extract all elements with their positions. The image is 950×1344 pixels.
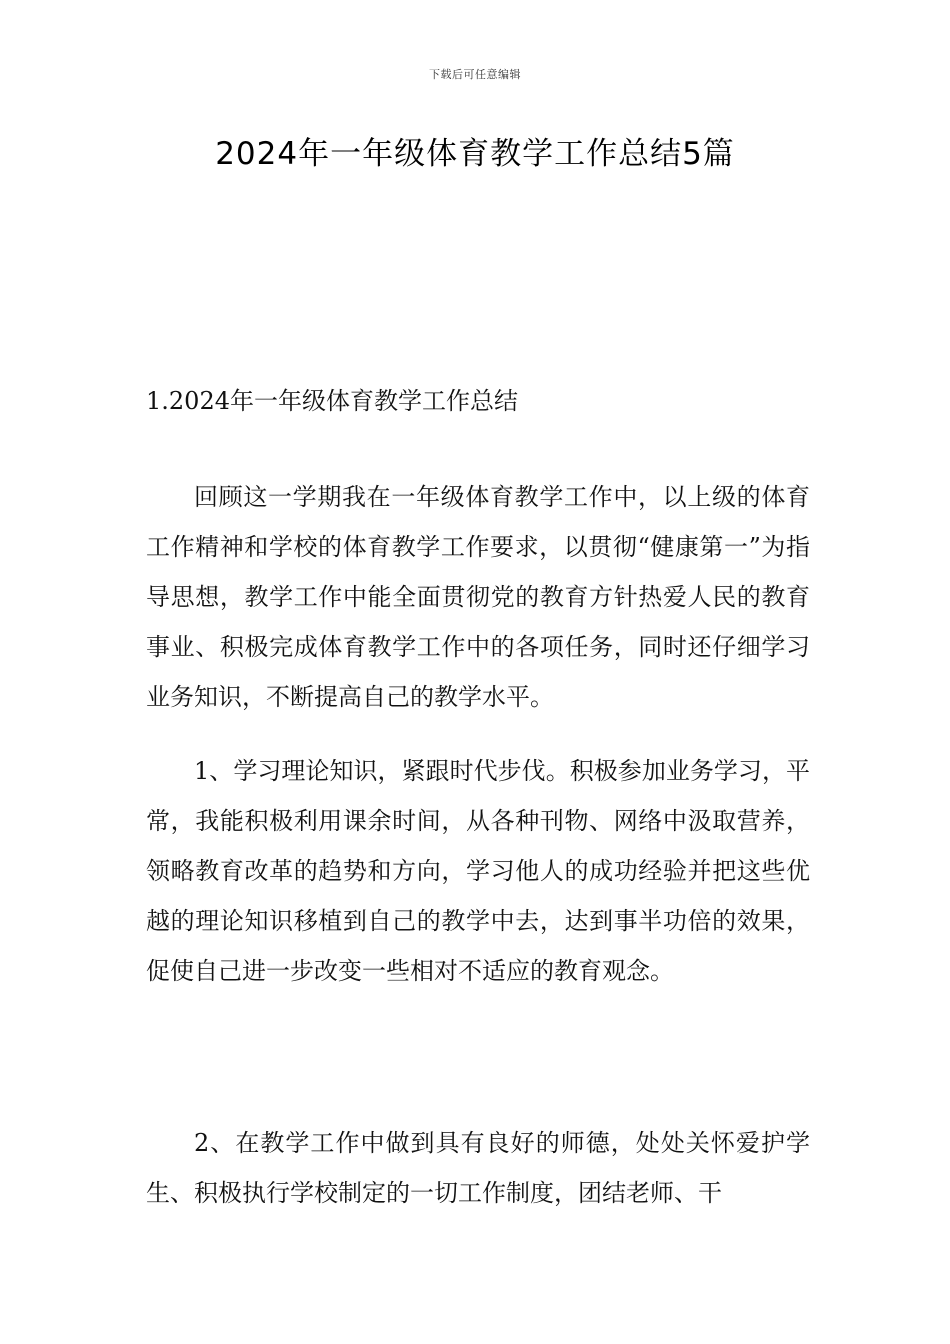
section-heading: 1.2024年一年级体育教学工作总结 — [146, 387, 518, 415]
paragraph-point-1: 1、学习理论知识，紧跟时代步伐。积极参加业务学习，平常，我能积极利用课余时间，从各种刊物、网络中汲取营养，领略教育改革的趋势和方向，学习他人的成功经验并把这些优越的理论知识移植到自己的教学中去，达到事半功倍的效果，促使自己进一步改变一些相对不适应的教育观念。 — [146, 757, 810, 985]
document-title: 2024年一年级体育教学工作总结5篇 — [215, 136, 735, 172]
header-note: 下载后可任意编辑 — [429, 68, 521, 81]
paragraph-intro: 回顾这一学期我在一年级体育教学工作中，以上级的体育工作精神和学校的体育教学工作要求，以贯彻“健康第一”为指导思想，教学工作中能全面贯彻党的教育方针热爱人民的教育事业、积极完成体育教学工作中的各项任务，同时还仔细学习业务知识，不断提高自己的教学水平。 — [146, 483, 810, 711]
paragraph-point-2: 2、在教学工作中做到具有良好的师德，处处关怀爱护学生、积极执行学校制定的一切工作制度，团结老师、干 — [146, 1129, 810, 1207]
